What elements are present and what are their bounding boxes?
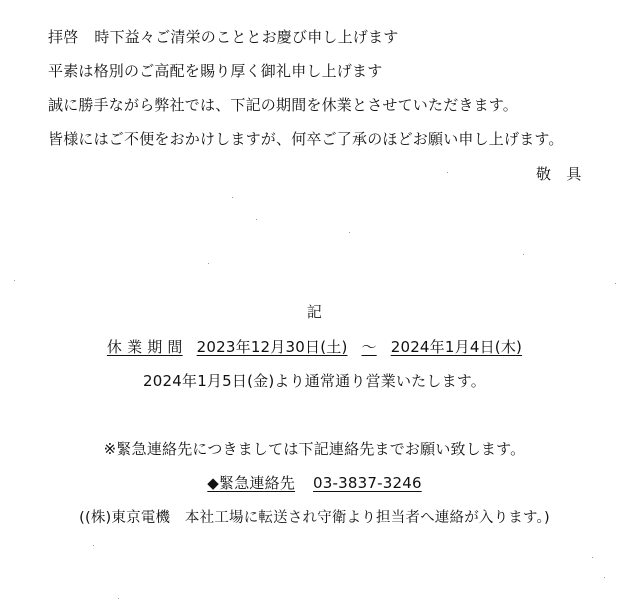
holiday-label: 休 業 期 間 — [106, 338, 183, 356]
scan-speck — [592, 557, 593, 558]
greeting-line — [48, 27, 398, 47]
scan-speck — [604, 577, 605, 578]
company-note: (株)東京電機 本社工場に転送され守衛より担当者へ連絡が入ります。) — [85, 510, 550, 526]
greeting-open: 拝啓 — [48, 28, 79, 46]
notice-heading: 記 — [306, 303, 323, 321]
emergency-note: ※緊急連絡先につきましては下記連絡先までお願い致します。 — [103, 440, 526, 458]
scan-speck — [447, 172, 448, 173]
emergency-contact — [207, 474, 421, 492]
company-forwarding-note: ((株)東京電機 本社工場に転送され守衛より担当者へ連絡が入ります。) — [79, 510, 550, 526]
holiday-start: 2023年12月30日(土) — [196, 338, 348, 356]
paragraph-regards: 平素は格別のご高配を賜り厚く御礼申し上げます — [48, 62, 383, 80]
scan-speck — [93, 545, 94, 546]
scan-speck — [523, 254, 524, 255]
scan-speck — [14, 280, 15, 281]
paragraph-apology: 皆様にはご不便をおかけしますが、何卒ご了承のほどお願い申し上げます。 — [48, 130, 564, 148]
holiday-end: 2024年1月4日(木) — [390, 338, 523, 356]
holiday-period — [107, 338, 522, 356]
holiday-tilde: ～ — [361, 338, 377, 356]
resume-notice: 2024年1月5日(金)より通常通り営業いたします。 — [143, 372, 486, 390]
scan-speck — [118, 598, 119, 599]
paragraph-holiday-intro: 誠に勝手ながら弊社では、下記の期間を休業とさせていただきます。 — [48, 96, 519, 114]
holiday-period-row — [0, 337, 629, 357]
closing-keigu: 敬 具 — [536, 165, 582, 183]
scan-speck — [208, 263, 209, 264]
scan-speck — [615, 283, 616, 284]
emergency-phone: 03-3837-3246 — [313, 474, 422, 492]
scan-speck — [256, 219, 257, 220]
emergency-contact-row — [0, 473, 629, 493]
scan-speck — [232, 197, 233, 198]
scan-speck — [349, 232, 350, 233]
greeting-seasonal: 時下益々ご清栄のこととお慶び申し上げます — [94, 28, 399, 46]
emergency-label: ◆緊急連絡先 — [207, 474, 296, 492]
